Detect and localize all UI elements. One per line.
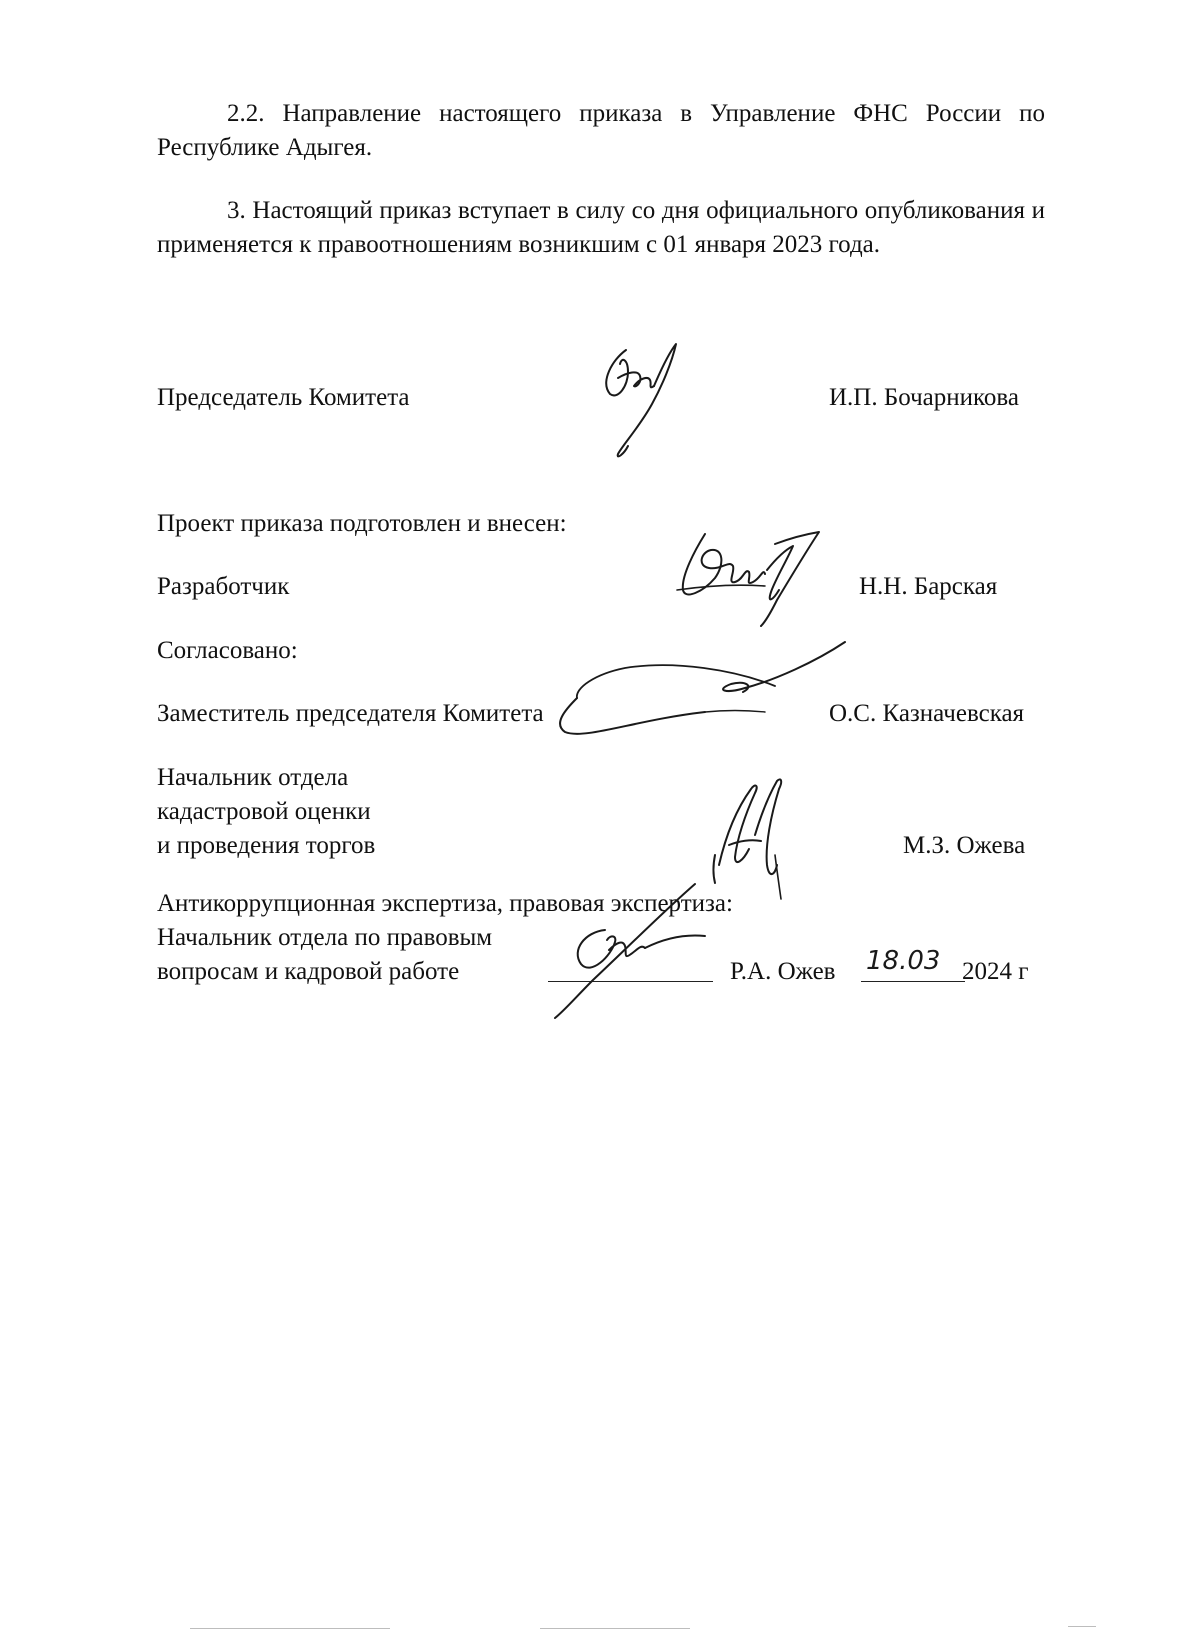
chairman-signature — [598, 342, 708, 462]
anticorruption-name: Р.А. Ожев — [730, 958, 836, 985]
anticorruption-line1: Начальник отдела по правовым — [157, 924, 493, 951]
scan-artifact — [540, 1628, 690, 1629]
developer-signature — [675, 520, 835, 630]
paragraph-3 — [157, 194, 1045, 262]
scan-artifact — [1068, 1626, 1096, 1627]
paragraph-2-2 — [157, 97, 1045, 165]
cadastral-name: М.З. Ожева — [903, 832, 1026, 859]
handwritten-date: 18.03 — [866, 946, 941, 976]
prepared-heading: Проект приказа подготовлен и внесен: — [157, 510, 567, 537]
chairman-title: Председатель Комитета — [157, 384, 410, 411]
chairman-name: И.П. Бочарникова — [829, 384, 1019, 411]
cadastral-line1: Начальник отдела — [157, 764, 349, 791]
anticorruption-line2: вопросам и кадровой работе — [157, 958, 460, 985]
paragraph-3-text: 3. Настоящий приказ вступает в силу со дня официального опубликования и применяется к правоотношениям возникшим с 01 января 2023 года. — [157, 197, 1045, 258]
cadastral-line3: и проведения торгов — [157, 832, 376, 859]
paragraph-2-2-text: 2.2. Направление настоящего приказа в Управление ФНС России по Республике Адыгея. — [157, 100, 1045, 161]
deputy-signature — [555, 640, 855, 750]
developer-name: Н.Н. Барская — [859, 573, 998, 600]
anticorruption-heading: Антикоррупционная экспертиза, правовая экспертиза: — [157, 890, 733, 917]
developer-role: Разработчик — [157, 573, 290, 600]
date-year: 2024 г — [962, 958, 1029, 985]
anticorruption-signature — [545, 880, 745, 1020]
date-line — [861, 981, 965, 982]
scan-artifact — [330, 1628, 390, 1629]
cadastral-line2: кадастровой оценки — [157, 798, 371, 825]
deputy-name: О.С. Казначевская — [829, 700, 1025, 727]
agreed-heading: Согласовано: — [157, 637, 298, 664]
deputy-title: Заместитель председателя Комитета — [157, 700, 544, 727]
